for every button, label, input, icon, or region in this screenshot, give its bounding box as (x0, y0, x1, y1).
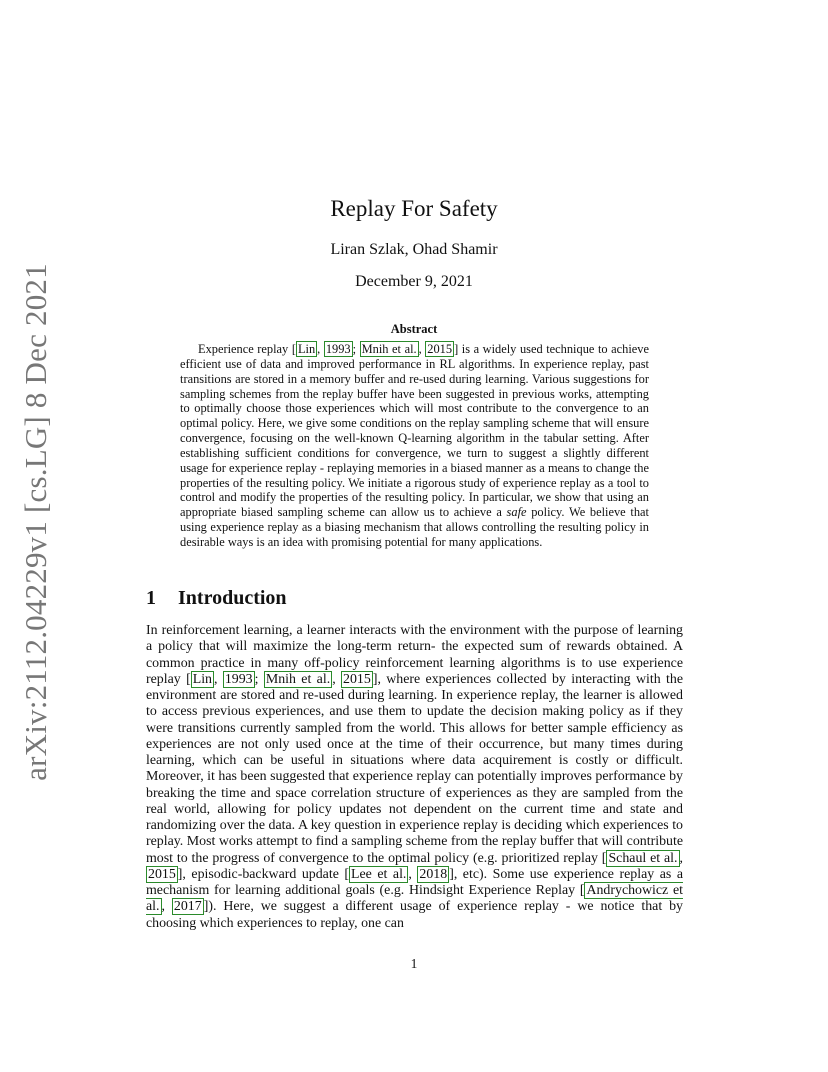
intro-text-segment: , (161, 899, 172, 915)
abstract-text-segment: ] is a widely used technique to achieve efficient use of data and improved performance in RL algorithms. In experience replay, past transitions are stored in a memory buffer and re-used during learning. Various suggestions for sampling schemes from the replay buffer have been suggested in previous works, attempting to optimally choose those experiences which will most contribute to the convergence to an optimal policy. Here, we give some conditions on the replay sampling scheme that will ensure convergence, focusing on the well-known Q-learning algorithm in the tabular setting. After establishing sufficient conditions for convergence, we turn to suggest a slightly different usage for experience replay - replaying memories in a biased manner as a means to change the properties of the resulting policy. We initiate a rigorous study of experience replay as a tool to control and modify the properties of the resulting policy. In particular, we show that using an appropriate biased sampling scheme can allow us to achieve a (180, 342, 649, 520)
arxiv-identifier-stamp: arXiv:2112.04229v1 [cs.LG] 8 Dec 2021 (18, 263, 53, 781)
citation-link[interactable]: 2015 (427, 342, 453, 356)
page-number: 1 (410, 956, 418, 971)
abstract-text-segment: , (418, 342, 426, 356)
paper-authors: Liran Szlak, Ohad Shamir (330, 241, 498, 258)
citation-link[interactable]: Mnih et al. (265, 671, 331, 687)
intro-text-segment: , (214, 671, 223, 687)
citation-link[interactable]: Mnih et al. (361, 342, 417, 356)
intro-text-segment: , (332, 671, 342, 687)
emphasized-word: safe (506, 505, 527, 520)
intro-text-segment: ]). Here, we suggest a different usage of experience replay - we notice that by choosing which experiences to replay, one can (146, 899, 683, 931)
intro-text-segment: ], episodic-backward update [ (177, 866, 350, 882)
abstract-text-segment: ; (352, 342, 360, 356)
intro-text-segment: ], etc). Some use experience replay as a mechanism for learning additional goals (e.g. Hindsight Experience Replay [ (146, 866, 683, 898)
citation-link[interactable]: 2018 (419, 866, 448, 882)
introduction-paragraph (146, 623, 683, 932)
citation-link[interactable]: Lin (192, 671, 212, 687)
abstract-text-segment: policy. We believe that using experience replay as a biasing mechanism that allows controlling the resulting policy in desirable ways is an idea with promising potential for many applications. (180, 505, 649, 549)
abstract-body (180, 342, 649, 550)
section-heading-introduction (146, 587, 287, 610)
citation-link[interactable]: 1993 (224, 671, 253, 687)
section-number: 1 (146, 587, 156, 609)
citation-link[interactable]: Lin (297, 342, 316, 356)
intro-text-segment: ], where experiences collected by interacting with the environment are stored and re-used during learning. In experience replay, the learner is allowed to access previous experiences, and use them to update the decision making policy as if they were transitions currently sampled from the world. This allows for better sample efficiency as experiences are not only used once at the time of their occurrence, but many times during learning, which can be useful in situations where data acquirement is costly or difficult. Moreover, it has been suggested that experience replay can potentially improves performance by breaking the time and space correlation structure of experiences as they are sampled from the real world, allowing for policy updates not dependent on the current time and state and randomizing over the data. A key question in experience replay is deciding which experiences to replay. Most works attempt to find a sampling scheme from the replay buffer that will contribute most to the progress of convergence to the optimal policy (e.g. prioritized replay [ (146, 671, 683, 866)
intro-text-segment: ; (254, 671, 264, 687)
citation-link[interactable]: 2017 (173, 899, 202, 915)
citation-link[interactable]: Schaul et al. (608, 850, 678, 866)
intro-text-segment: In reinforcement learning, a learner interacts with the environment with the purpose of learning a policy that will maximize the long-term return- the expected sum of rewards obtained. A common practice in many off-policy reinforcement learning algorithms is to use experience replay [ (146, 623, 683, 687)
abstract-text-segment: , (317, 342, 324, 356)
citation-link[interactable]: 2015 (343, 671, 371, 687)
paper-date: December 9, 2021 (355, 273, 473, 290)
section-title: Introduction (178, 587, 287, 609)
citation-link[interactable]: 1993 (325, 342, 351, 356)
paper-title: Replay For Safety (330, 196, 498, 221)
abstract-heading: Abstract (390, 322, 438, 336)
citation-link[interactable]: 2015 (148, 866, 176, 882)
abstract-text-segment: Experience replay [ (198, 342, 296, 356)
citation-link[interactable]: Lee et al. (351, 866, 407, 882)
intro-text-segment: , (408, 866, 418, 882)
intro-text-segment: , (679, 850, 683, 866)
citation-link[interactable]: Andrychowicz et al. (146, 883, 683, 915)
